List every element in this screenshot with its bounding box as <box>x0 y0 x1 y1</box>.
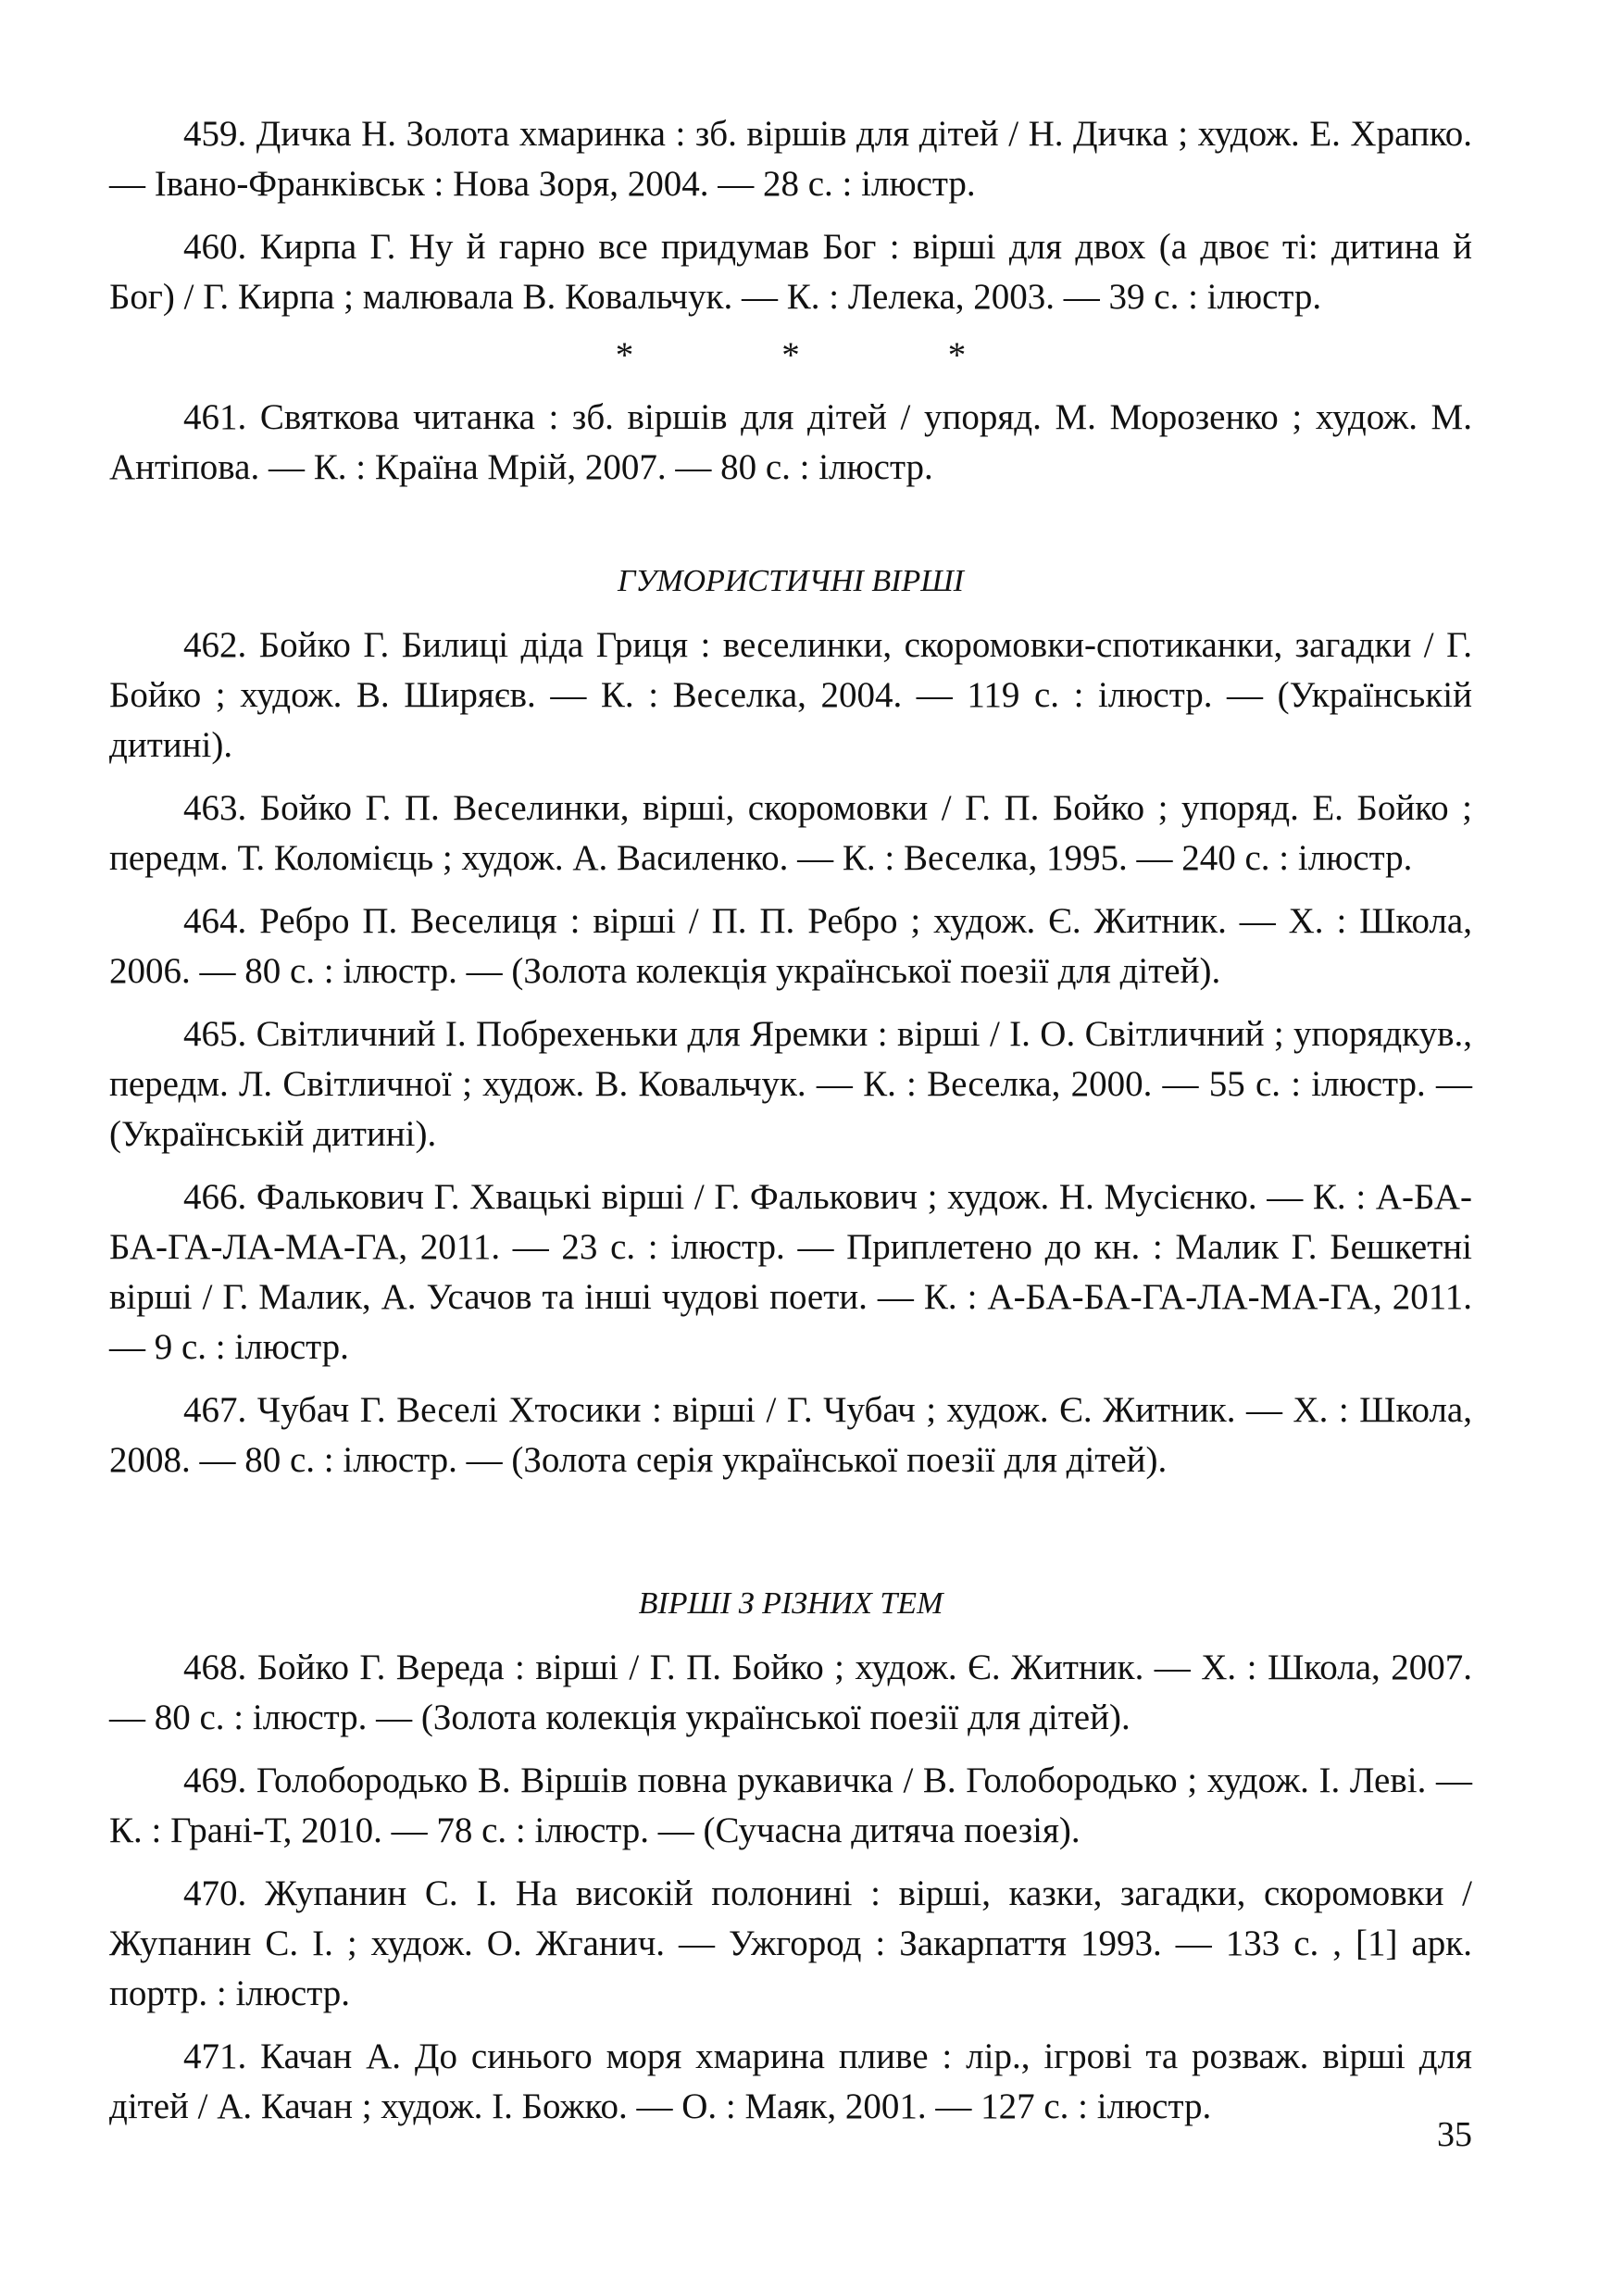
bibliography-entry-459: 459. Дичка Н. Золота хмаринка : зб. віршів для дітей / Н. Дичка ; худож. Е. Храпко. — Івано-Франківськ : Нова Зоря, 2004. — 28 с. : ілюстр. <box>109 114 1472 204</box>
spacer <box>109 1498 1472 1584</box>
bibliography-entry-466: 466. Фалькович Г. Хвацькі вірші / Г. Фалькович ; худож. Н. Мусієнко. — К. : А-БА-БА-ГА-ЛА-МА-ГА, 2011. — 23 с. : ілюстр. — Приплетено до кн. : Малик Г. Бешкетні вірші / Г. Малик, А. Усачов та інші чудові поети. — К. : А-БА-БА-ГА-ЛА-МА-ГА, 2011. — 9 с. : ілюстр. <box>109 1177 1472 1367</box>
section-title-various: ВІРШІ З РІЗНИХ ТЕМ <box>638 1586 943 1621</box>
separator-star: * <box>947 335 967 375</box>
bibliography-entry-471: 471. Качан А. До синього моря хмарина пливе : лір., ігрові та розваж. вірші для дітей / А. Качан ; худож. І. Божко. — О. : Маяк, 2001. — 127 с. : ілюстр. <box>109 2036 1472 2126</box>
bibliography-entry-468: 468. Бойко Г. Вереда : вірші / Г. П. Бойко ; худож. Є. Житник. — Х. : Школа, 2007. — 80 с. : ілюстр. — (Золота колекція української поезії для дітей). <box>109 1648 1472 1737</box>
spacer <box>109 506 1472 561</box>
bibliography-entry-460: 460. Кирпа Г. Ну й гарно все придумав Бог : вірші для двох (а двоє ті: дитина й Бог) / Г. Кирпа ; малювала В. Ковальчук. — К. : Лелека, 2003. — 39 с. : ілюстр. <box>109 227 1472 317</box>
section-separator <box>109 335 1472 376</box>
separator-star: * <box>781 335 800 375</box>
page-number: 35 <box>1437 2115 1472 2154</box>
bibliography-entry-463: 463. Бойко Г. П. Веселинки, вірші, скоромовки / Г. П. Бойко ; упоряд. Е. Бойко ; передм. Т. Коломієць ; худож. А. Василенко. — К. : Веселка, 1995. — 240 с. : ілюстр. <box>109 788 1472 878</box>
bibliography-entry-465: 465. Світличний І. Побрехеньки для Яремки : вірші / І. О. Світличний ; упорядкув., передм. Л. Світличної ; худож. В. Ковальчук. — К. : Веселка, 2000. — 55 с. : ілюстр. — (Українській дитині). <box>109 1014 1472 1154</box>
bibliography-entry-462: 462. Бойко Г. Билиці діда Гриця : веселинки, скоромовки-спотиканки, загадки / Г. Бойко ; худож. В. Ширяєв. — К. : Веселка, 2004. — 119 с. : ілюстр. — (Українській дитині). <box>109 625 1472 765</box>
separator-star: * <box>615 335 634 375</box>
bibliography-entry-464: 464. Ребро П. Веселиця : вірші / П. П. Ребро ; худож. Є. Житник. — Х. : Школа, 2006. — 80 с. : ілюстр. — (Золота колекція української поезії для дітей). <box>109 901 1472 991</box>
bibliography-entry-461: 461. Святкова читанка : зб. віршів для дітей / упоряд. М. Морозенко ; худож. М. Антіпова. — К. : Країна Мрій, 2007. — 80 с. : ілюстр. <box>109 397 1472 487</box>
section-title-humor: ГУМОРИСТИЧНІ ВІРШІ <box>618 564 964 598</box>
bibliography-entry-469: 469. Голобородько В. Віршів повна рукавичка / В. Голобородько ; худож. І. Леві. — К. : Грані-Т, 2010. — 78 с. : ілюстр. — (Сучасна дитяча поезія). <box>109 1760 1472 1850</box>
page-body <box>109 109 1472 2239</box>
bibliography-entry-470: 470. Жупанин С. І. На високій полонині : вірші, казки, загадки, скоромовки / Жупанин С. І. ; худож. О. Жганич. — Ужгород : Закарпаття 1993. — 133 с. , [1] арк. портр. : ілюстр. <box>109 1873 1472 2013</box>
bibliography-entry-467: 467. Чубач Г. Веселі Хтосики : вірші / Г. Чубач ; худож. Є. Житник. — Х. : Школа, 2008. — 80 с. : ілюстр. — (Золота серія української поезії для дітей). <box>109 1390 1472 1480</box>
